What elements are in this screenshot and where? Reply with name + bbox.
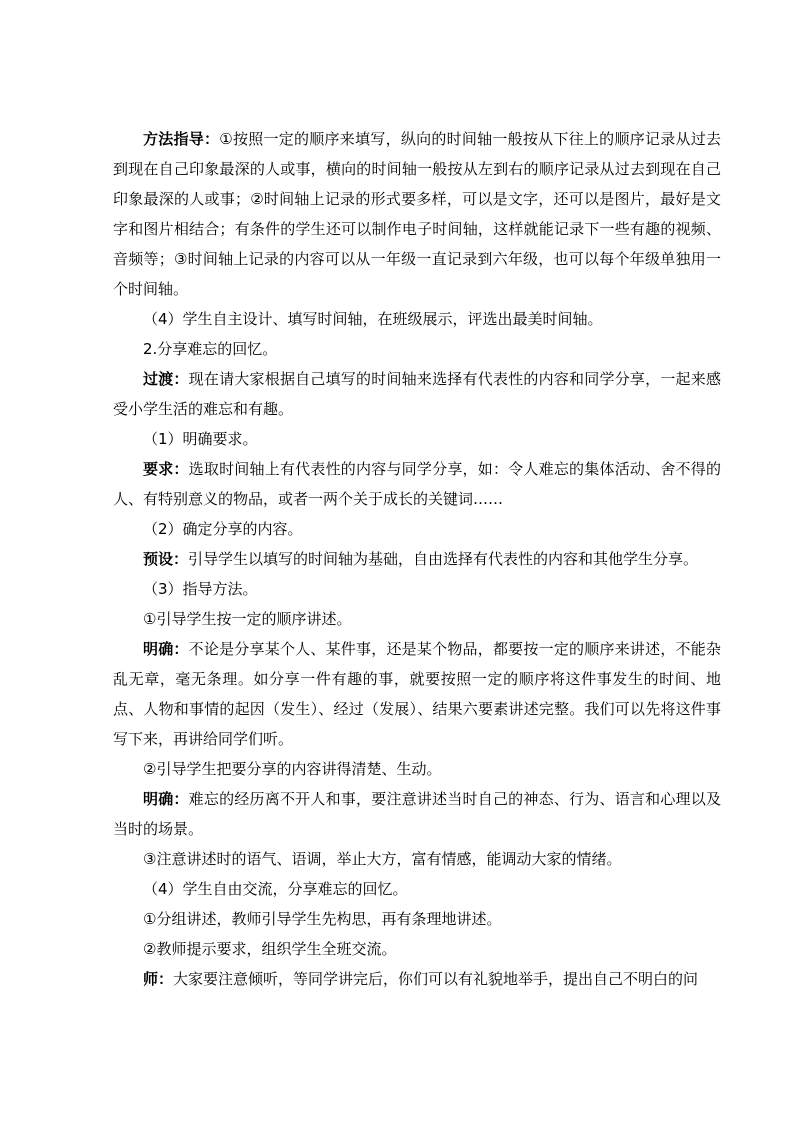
paragraph-text: 引导学生以填写的时间轴为基础，自由选择有代表性的内容和其他学生分享。 — [188, 550, 699, 568]
paragraph-text: 大家要注意倾听，等同学讲完后，你们可以有礼貌地举手，提出自己不明白的问 — [173, 970, 699, 988]
paragraph-text: ①引导学生按一定的顺序讲述。 — [143, 610, 352, 628]
paragraph-label: 方法指导： — [143, 130, 220, 148]
paragraph-guide-order — [113, 604, 721, 634]
paragraph-text: 难忘的经历离不开人和事，要注意讲述当时自己的神态、行为、语言和心理以及当时的场景。 — [113, 790, 721, 838]
paragraph-step-1 — [113, 424, 721, 454]
paragraph-class-talk — [113, 934, 721, 964]
paragraph-label: 明确： — [143, 790, 189, 808]
paragraph-text: （2）确定分享的内容。 — [143, 520, 303, 538]
paragraph-text: （3）指导方法。 — [143, 580, 258, 598]
paragraph-preset — [113, 544, 721, 574]
paragraph-text: 选取时间轴上有代表性的内容与同学分享，如：令人难忘的集体活动、舍不得的人、有特别意义的物品，或者一两个关于成长的关键词…… — [113, 460, 721, 508]
paragraph-label: 过渡： — [143, 370, 189, 388]
paragraph-section-2-heading — [113, 334, 721, 364]
paragraph-teacher — [113, 964, 721, 994]
paragraph-guide-vivid — [113, 754, 721, 784]
paragraph-text: ①按照一定的顺序来填写，纵向的时间轴一般按从下往上的顺序记录从过去到现在自己印象最深的人或事，横向的时间轴一般按从左到右的顺序记录从过去到现在自己印象最深的人或事；②时间轴上记录的形式要多样，可以是文字，还可以是图片，最好是文字和图片相结合；有条件的学生还可以制作电子时间轴，这样就能记录下一些有趣的视频、音频等；③时间轴上记录的内容可以从一年级一直记录到六年级，也可以每个年级单独用一个时间轴。 — [113, 130, 721, 298]
paragraph-group-talk — [113, 904, 721, 934]
paragraph-step-4-share — [113, 874, 721, 904]
paragraph-text: ②引导学生把要分享的内容讲得清楚、生动。 — [143, 760, 442, 778]
paragraph-text: 2.分享难忘的回忆。 — [143, 340, 278, 358]
paragraph-requirement — [113, 454, 721, 514]
paragraph-text: ③注意讲述时的语气、语调，举止大方，富有情感，能调动大家的情绪。 — [143, 850, 622, 868]
paragraph-label: 师： — [143, 970, 174, 988]
paragraph-step-4-design — [113, 304, 721, 334]
paragraph-text: （4）学生自主设计、填写时间轴，在班级展示，评选出最美时间轴。 — [143, 310, 603, 328]
paragraph-text: （4）学生自由交流，分享难忘的回忆。 — [143, 880, 408, 898]
paragraph-clarify-2 — [113, 784, 721, 844]
paragraph-text: ②教师提示要求，组织学生全班交流。 — [143, 940, 397, 958]
paragraph-label: 预设： — [143, 550, 189, 568]
paragraph-text: ①分组讲述，教师引导学生先构思，再有条理地讲述。 — [143, 910, 502, 928]
paragraph-text: 不论是分享某个人、某件事，还是某个物品，都要按一定的顺序来讲述，不能杂乱无章，毫无条理。如分享一件有趣的事，就要按照一定的顺序将这件事发生的时间、地点、人物和事情的起因（发生）、经过（发展）、结果六要素讲述完整。我们可以先将这件事写下来，再讲给同学们听。 — [113, 640, 721, 748]
paragraph-transition — [113, 364, 721, 424]
paragraph-label: 要求： — [143, 460, 189, 478]
paragraph-tone — [113, 844, 721, 874]
paragraph-text: 现在请大家根据自己填写的时间轴来选择有代表性的内容和同学分享，一起来感受小学生活的难忘和有趣。 — [113, 370, 721, 418]
paragraph-method-guide — [113, 124, 721, 304]
paragraph-label: 明确： — [143, 640, 189, 658]
paragraph-clarify-1 — [113, 634, 721, 754]
paragraph-text: （1）明确要求。 — [143, 430, 258, 448]
paragraph-step-2 — [113, 514, 721, 544]
document-body — [113, 124, 721, 994]
paragraph-step-3 — [113, 574, 721, 604]
